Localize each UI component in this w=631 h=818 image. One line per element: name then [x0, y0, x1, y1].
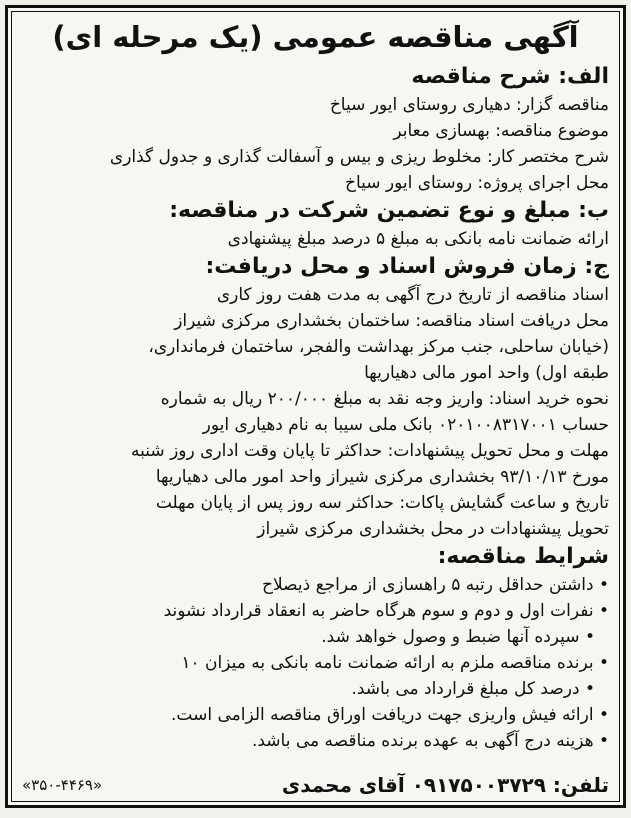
deadline-line-1: مهلت و محل تحویل پیشنهادات: حداکثر تا پایان وقت اداری روز شنبه: [131, 441, 609, 461]
condition-line: • هزینه درج آگهی به عهده برنده مناقصه می باشد.: [22, 728, 609, 754]
section-b-heading: ب: مبلغ و نوع تضمین شرکت در مناقصه:: [169, 198, 609, 223]
condition-line: • نفرات اول و دوم و سوم هرگاه حاضر به انعقاد قرارداد نشوند: [22, 598, 609, 624]
contact-phone: تلفن: ۰۹۱۷۵۰۰۳۷۲۹ آقای محمدی: [281, 773, 609, 797]
section-a-heading: الف: شرح مناقصه: [411, 64, 609, 89]
documents-address-line-2: طبقه اول) واحد امور مالی دهیاریها: [364, 363, 609, 383]
conditions-heading: شرایط مناقصه:: [437, 544, 609, 569]
condition-item: [22, 702, 609, 728]
condition-item: [22, 572, 609, 598]
condition-line: • درصد کل مبلغ قرارداد می باشد.: [22, 676, 609, 702]
condition-item: [22, 650, 609, 702]
tender-subject-line: موضوع مناقصه: بهسازی معابر: [393, 121, 609, 141]
tender-notice: [5, 5, 626, 808]
condition-line: • سپرده آنها ضبط و وصول خواهد شد.: [22, 624, 609, 650]
conditions-list: [22, 572, 609, 754]
deadline-line-2: مورخ ۹۳/۱۰/۱۳ بخشداری مرکزی شیراز واحد امور مالی دهیاریها: [155, 467, 609, 487]
condition-item: [22, 598, 609, 650]
ad-code: «۳۵۰-۴۴۶۹»: [22, 776, 103, 794]
opening-line-2: تحویل پیشنهادات در محل بخشداری مرکزی شیراز: [257, 519, 609, 539]
guarantee-line: ارائه ضمانت نامه بانکی به مبلغ ۵ درصد مبلغ پیشنهادی: [227, 229, 609, 249]
notice-footer: [22, 773, 609, 797]
notice-title: آگهی مناقصه عمومی (یک مرحله ای): [52, 20, 579, 54]
documents-date-line: اسناد مناقصه از تاریخ درج آگهی به مدت هفت روز کاری: [216, 285, 609, 305]
project-location-line: محل اجرای پروژه: روستای ایور سیاخ: [344, 173, 609, 193]
purchase-method-line-1: نحوه خرید اسناد: واریز وجه نقد به مبلغ ۲۰۰/۰۰۰ ریال به شماره: [160, 389, 609, 409]
tenderer-line: مناقصه گزار: دهیاری روستای ایور سیاخ: [329, 95, 609, 115]
opening-line-1: تاریخ و ساعت گشایش پاکات: حداکثر سه روز پس از پایان مهلت: [155, 493, 609, 513]
documents-address-line-1: (خیابان ساحلی، جنب مرکز بهداشت والفجر، ساختمان فرمانداری،: [148, 337, 609, 357]
purchase-method-line-2: حساب ۰۲۰۱۰۰۸۳۱۷۰۰۱ بانک ملی سیبا به نام دهیاری ایور: [202, 415, 609, 435]
work-description-line: شرح مختصر کار: مخلوط ریزی و بیس و آسفالت گذاری و جدول گذاری: [109, 147, 609, 167]
section-c-heading: ج: زمان فروش اسناد و محل دریافت:: [205, 254, 609, 279]
condition-line: • برنده مناقصه ملزم به ارائه ضمانت نامه بانکی به میزان ۱۰: [22, 650, 609, 676]
condition-line: • ارائه فیش واریزی جهت دریافت اوراق مناقصه الزامی است.: [22, 702, 609, 728]
condition-item: [22, 728, 609, 754]
documents-place-line: محل دریافت اسناد مناقصه: ساختمان بخشداری مرکزی شیراز: [174, 311, 609, 331]
condition-line: • داشتن حداقل رتبه ۵ راهسازی از مراجع ذیصلاح: [22, 572, 609, 598]
